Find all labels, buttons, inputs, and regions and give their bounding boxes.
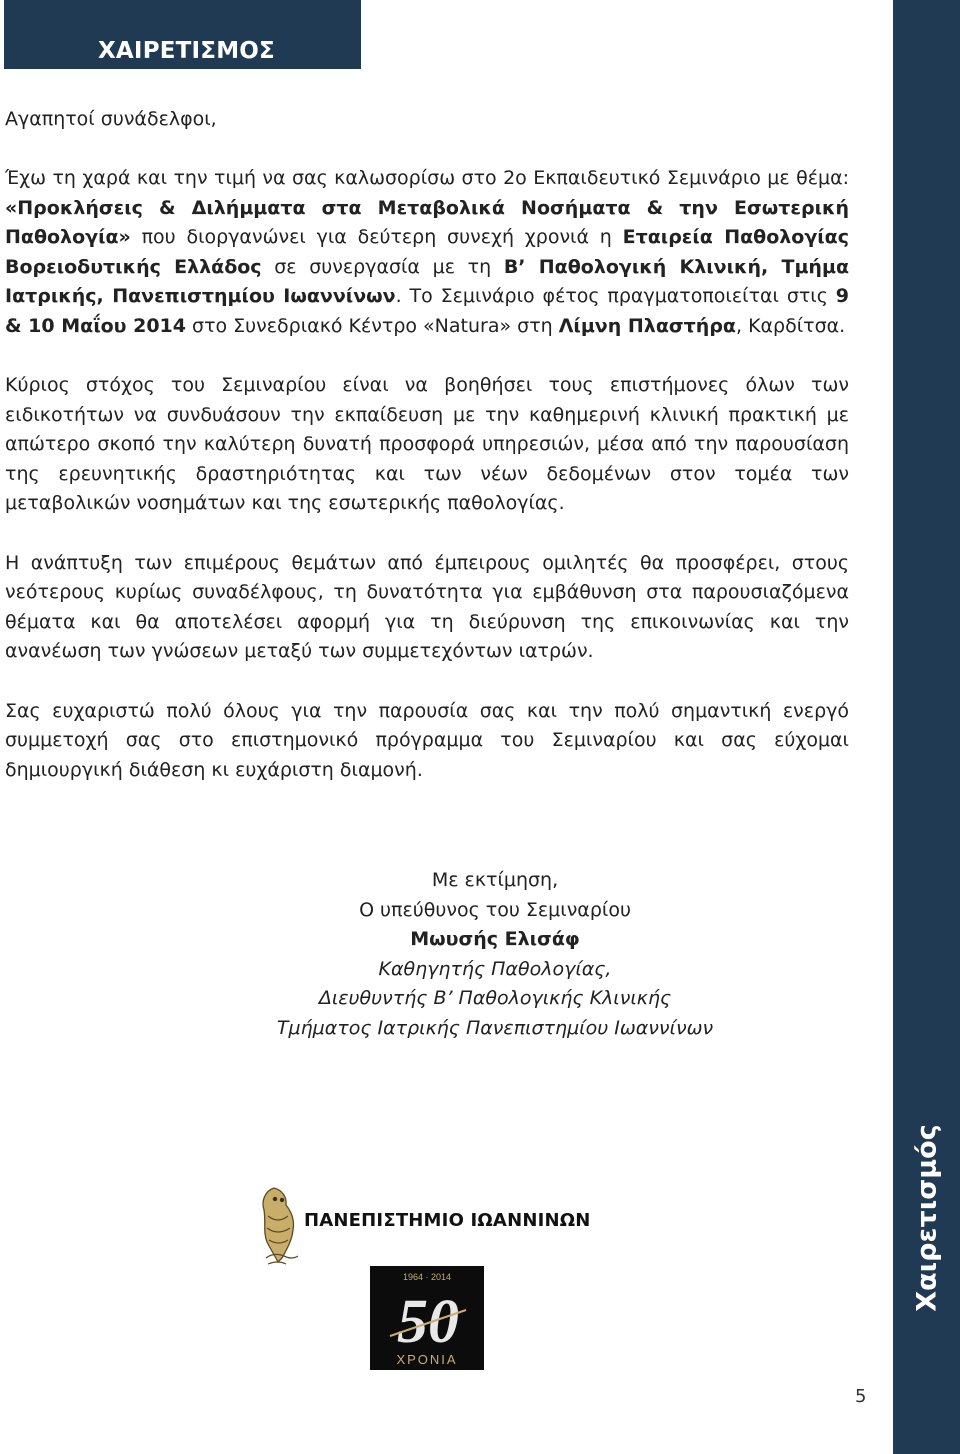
paragraph-intro — [5, 164, 849, 341]
intro-text-run: «Προκλήσεις & Διλήμματα στα Μεταβολικά Νοσήματα & την Εσωτερική Παθολογία» — [5, 196, 849, 248]
anniversary-logo — [370, 1266, 484, 1370]
signer-title-3: Τμήματος Ιατρικής Πανεπιστημίου Ιωαννίνων — [276, 1016, 714, 1039]
side-label-text: Χαιρετισμός — [911, 1123, 942, 1312]
signature-block — [160, 866, 830, 1043]
intro-text-run: 9 & 10 Μαΐου 2014 — [5, 285, 849, 337]
signer-name: Μωυσής Ελισάφ — [410, 928, 580, 950]
intro-text-run: . Το Σεμινάριο φέτος πραγματοποιείται στις — [395, 285, 836, 307]
greeting: Αγαπητοί συνάδελφοι, — [5, 108, 217, 130]
intro-text-run: Έχω τη χαρά και την τιμή να σας καλωσορίσω στο 2ο Εκπαιδευτικό Σεμινάριο με θέμα: — [5, 167, 849, 189]
side-label — [893, 1120, 960, 1315]
university-name: ΠΑΝΕΠΙΣΤΗΜΙΟ ΙΩΑΝΝΙΝΩΝ — [304, 1210, 591, 1231]
signer-role: Ο υπεύθυνος του Σεμιναρίου — [359, 898, 631, 921]
intro-text-run: Εταιρεία Παθολογίας Βορειοδυτικής Ελλάδος — [5, 226, 849, 278]
anniversary-label: ΧΡΟΝΙΑ — [396, 1352, 458, 1367]
anniversary-number: 50 — [397, 1288, 459, 1356]
letter-body — [5, 104, 849, 815]
paragraph-goal: Κύριος στόχος του Σεμιναρίου είναι να βοηθήσει τους επιστήμονες όλων των ειδικοτήτων να συνδυάσουν την εκπαίδευση με την καθημερινή κλινική πρακτική με απώτερο σκοπό την καλύτερη δυνατή προσφορά υπηρεσιών, μέσα από την παρουσίαση της ερευνητικής δραστηριότητας και των νέων δεδομένων στον τομέα των μεταβολικών νοσημάτων και της εσωτερικής παθολογίας. — [5, 374, 849, 514]
page-number: 5 — [855, 1386, 867, 1407]
closing: Με εκτίμηση, — [431, 869, 559, 891]
anniversary-years: 1964 · 2014 — [402, 1272, 452, 1282]
intro-text-run: Λίμνη Πλαστήρα — [558, 314, 736, 337]
signer-title-1: Καθηγητής Παθολογίας, — [378, 957, 612, 980]
intro-text-run: που διοργανώνει για δεύτερη συνεχή χρονιά η — [130, 226, 623, 248]
intro-text-run: στο Συνεδριακό Κέντρο «Natura» στη — [185, 314, 559, 337]
intro-text-run: , Καρδίτσα. — [735, 314, 846, 337]
signer-title-2: Διευθυντής Β’ Παθολογικής Κλινικής — [318, 987, 672, 1009]
intro-text-run: Β’ Παθολογική Κλινική, Τμήμα Ιατρικής, Πανεπιστημίου Ιωαννίνων — [5, 255, 849, 307]
intro-text-run: σε συνεργασία με τη — [261, 255, 504, 278]
paragraph-thanks: Σας ευχαριστώ πολύ όλους για την παρουσία σας και την πολύ σημαντική ενεργό συμμετοχή σας στο επιστημονικό πρόγραμμα του Σεμιναρίου και σας εύχομαι δημιουργική διάθεση κι ευχάριστη διαμονή. — [5, 699, 849, 781]
owl-logo-icon — [254, 1186, 300, 1268]
page-title: ΧΑΙΡΕΤΙΣΜΟΣ — [98, 38, 275, 64]
paragraph-topics: Η ανάπτυξη των επιμέρους θεμάτων από έμπειρους ομιλητές θα προσφέρει, στους νεότερους κυρίως συναδέλφους, τη δυνατότητα για εμβάθυνση στα παρουσιαζόμενα θέματα και θα αποτελέσει αφορμή για τη διεύρυνση της επικοινωνίας και την ανανέωση των γνώσεων μεταξύ των συμμετεχόντων ιατρών. — [5, 551, 849, 662]
